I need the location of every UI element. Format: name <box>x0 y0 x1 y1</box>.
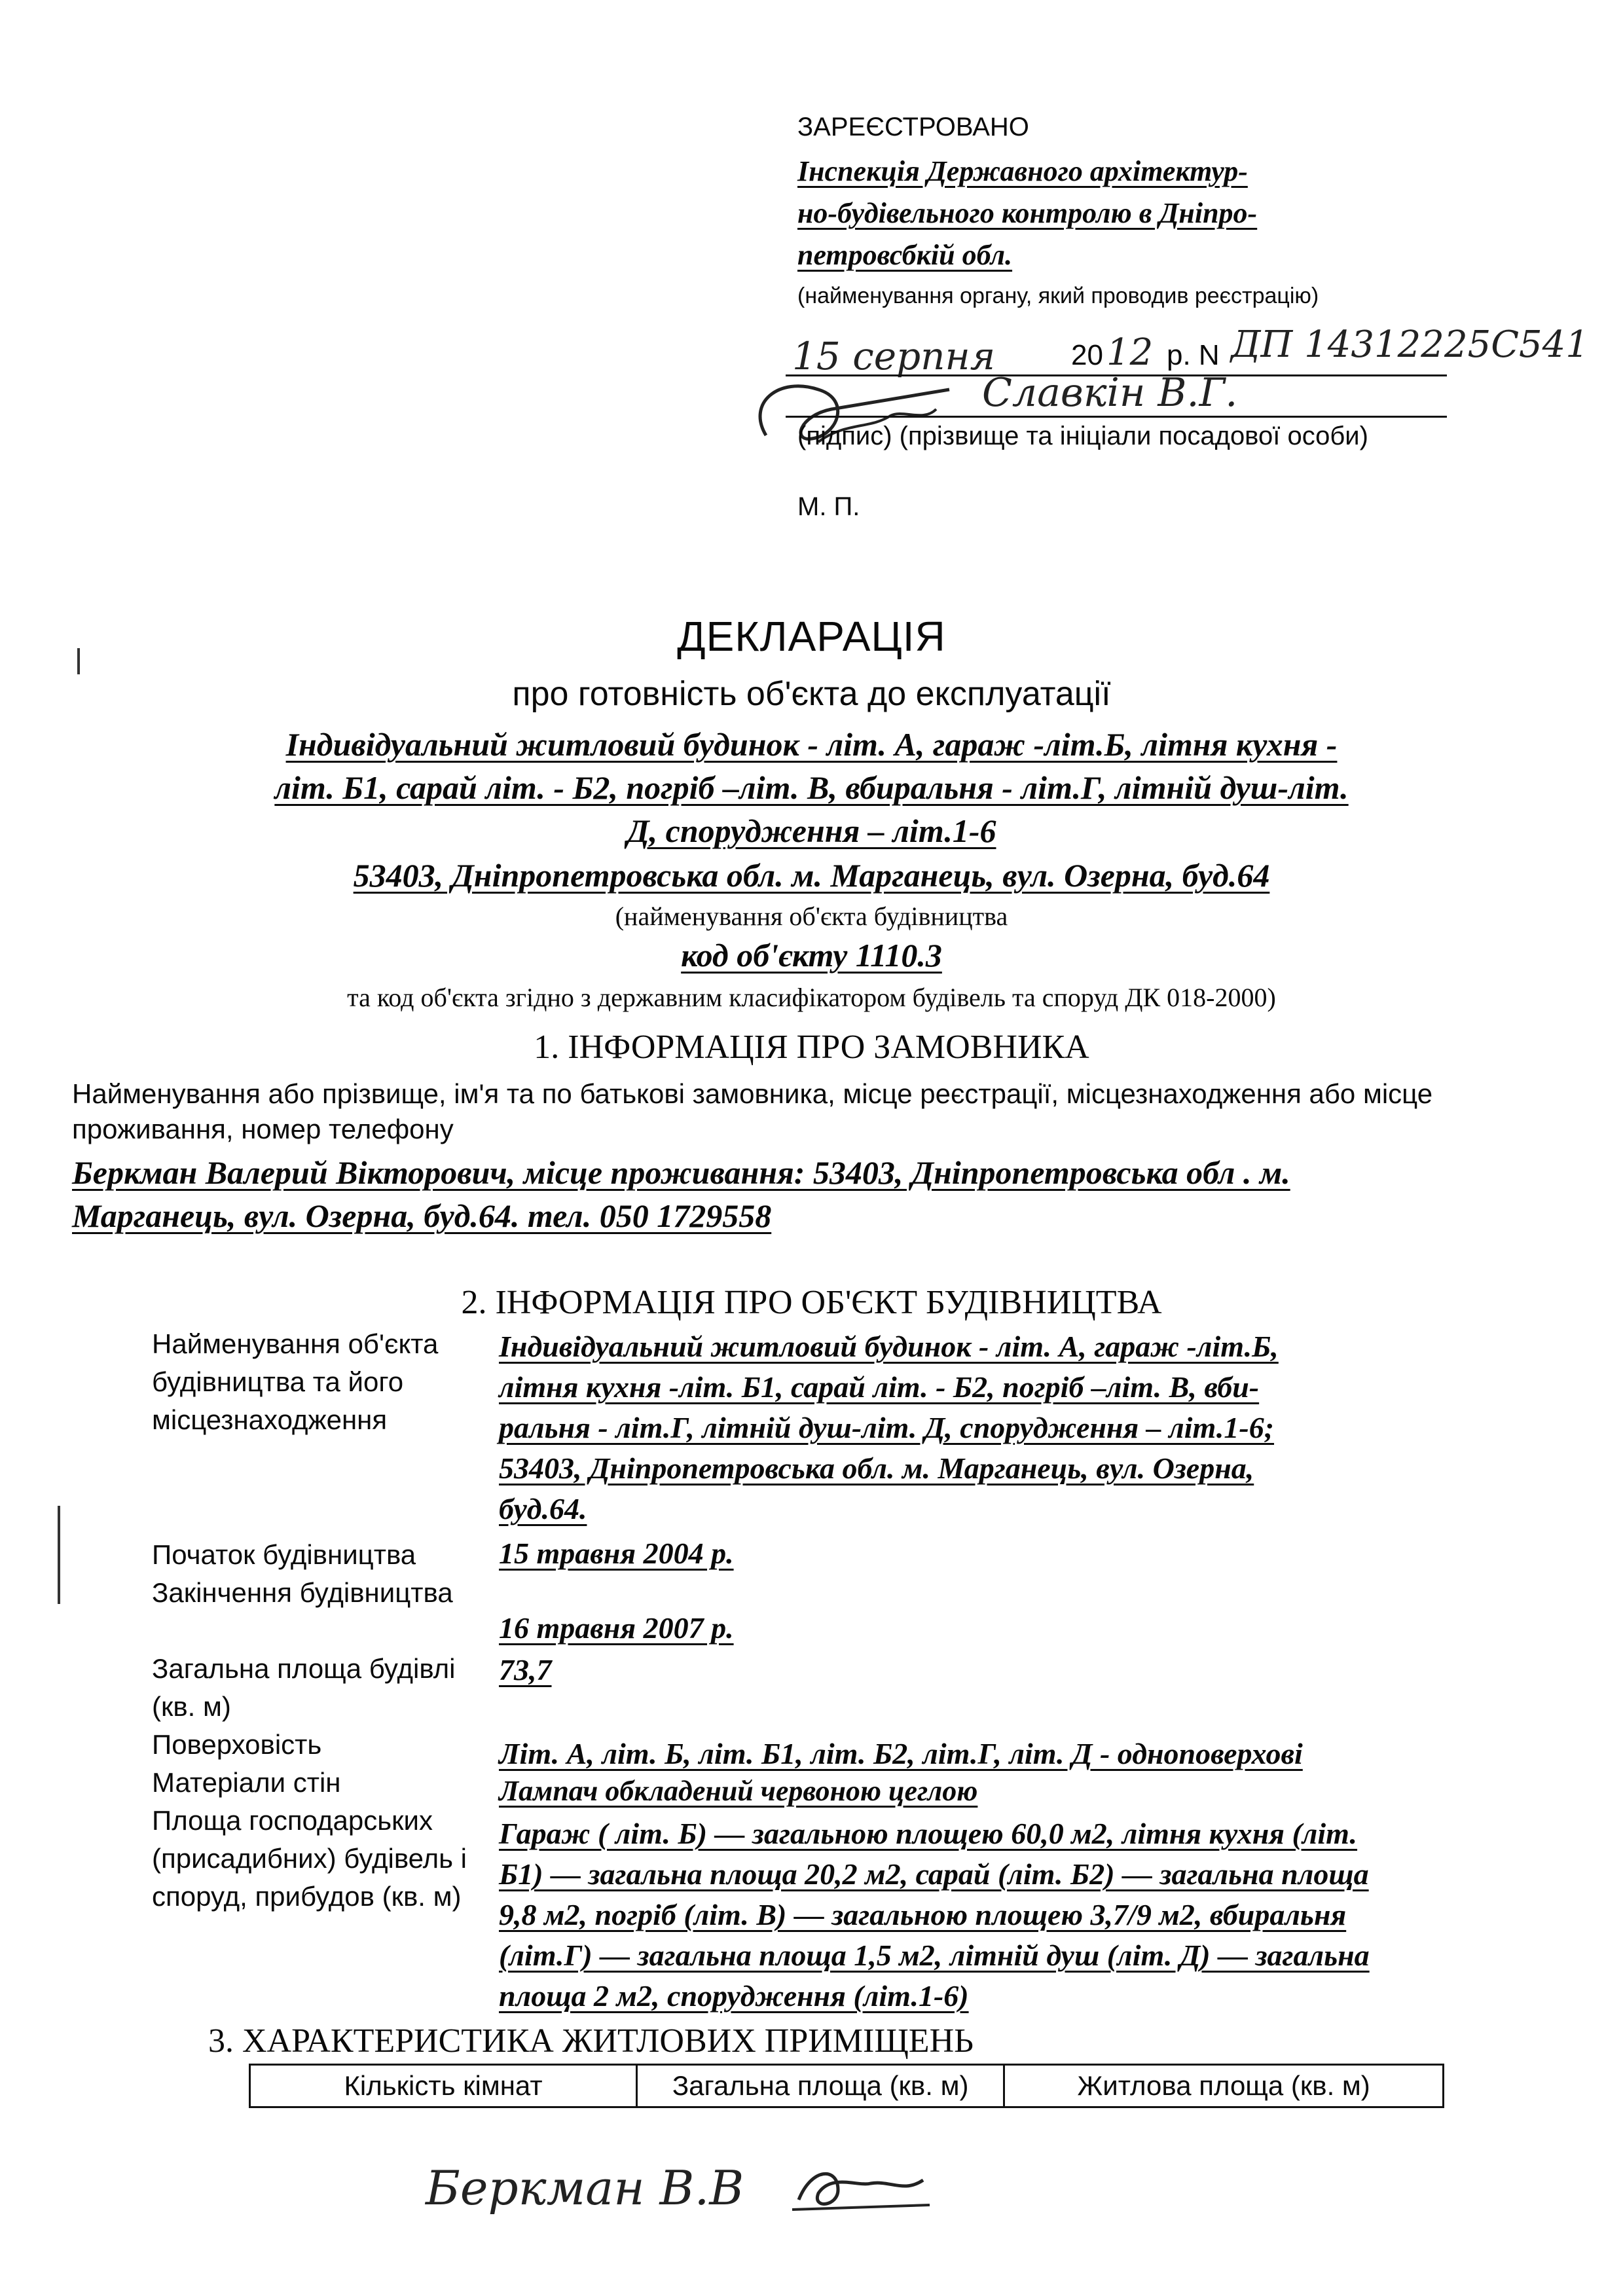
signature-underline <box>786 416 1447 418</box>
value-object-line-5: буд.64. <box>499 1492 587 1525</box>
living-rooms-table-header <box>249 2064 1444 2108</box>
handwritten-reg-number: ДП 14312225С541 <box>1231 323 1589 366</box>
handwritten-customer-name: Беркман В.В <box>426 2160 744 2215</box>
section-1-title: 1. ІНФОРМАЦІЯ ПРО ЗАМОВНИКА <box>534 1029 1089 1066</box>
registration-org-hint: (найменування органу, який проводив реєстрацію) <box>797 283 1319 308</box>
value-outbuildings-line-5: площа 2 м2, спорудження (літ.1-6) <box>499 1979 969 2013</box>
customer-field-description: Найменування або прізвище, ім'я та по батькові замовника, місце реєстрації, місцезнаходження або місце проживання, номер телефону <box>72 1078 1433 1144</box>
date-year-label: 20 <box>1071 339 1103 371</box>
object-name-line-1: Індивідуальний житловий будинок - літ. А, гараж -літ.Б, літня кухня - <box>285 726 1338 763</box>
object-name-line-3: Д, спорудження – літ.1-6 <box>627 812 996 849</box>
value-object-line-1: Індивідуальний житловий будинок - літ. А, гараж -літ.Б, <box>499 1330 1279 1363</box>
registration-org-line-1: Інспекція Державного архітектур- <box>797 155 1248 187</box>
label-walls: Матеріали стін <box>152 1767 341 1798</box>
value-object-line-2: літня кухня -літ. Б1, сарай літ. - Б2, погріб –літ. В, вби- <box>499 1370 1260 1404</box>
stamp-place-label: М. П. <box>797 492 860 521</box>
registration-org-line-3: петровсбкій обл. <box>797 239 1013 271</box>
object-address: 53403, Дніпропетровська обл. м. Марганець, вул. Озерна, буд.64 <box>353 857 1270 894</box>
label-end: Закінчення будівництва <box>152 1577 453 1608</box>
object-name-line-2: літ. Б1, сарай літ. - Б2, погріб –літ. В, вбиральня - літ.Г, літній душ-літ. <box>274 769 1349 806</box>
signature-hint: (підпис) (прізвище та ініціали посадової особи) <box>797 422 1368 450</box>
label-outbuildings: Площа господарських (присадибних) будівель і споруд, прибудов (кв. м) <box>152 1805 467 1912</box>
column-rooms: Кількість кімнат <box>251 2066 638 2106</box>
column-total-area: Загальна площа (кв. м) <box>638 2066 1005 2106</box>
object-hint: (найменування об'єкта будівництва <box>615 902 1008 931</box>
customer-info-line-1: Беркман Валерий Вікторович, місце проживання: 53403, Дніпропетровська обл . м. <box>72 1154 1290 1191</box>
label-floors: Поверховість <box>152 1729 322 1760</box>
handwritten-surname: Славкін В.Г. <box>982 370 1238 416</box>
label-area: Загальна площа будівлі (кв. м) <box>152 1653 456 1722</box>
customer-info-line-2: Марганець, вул. Озерна, буд.64. тел. 050 1729558 <box>72 1197 772 1234</box>
label-object-name: Найменування об'єкта будівництва та його місцезнаходження <box>152 1328 439 1435</box>
section-2-title: 2. ІНФОРМАЦІЯ ПРО ОБ'ЄКТ БУДІВНИЦТВА <box>461 1284 1162 1321</box>
handwritten-date: 15 серпня <box>792 334 996 378</box>
date-year-suffix: р. N <box>1167 339 1220 371</box>
classifier-note: та код об'єкта згідно з державним класифікатором будівель та споруд ДК 018-2000) <box>347 983 1276 1012</box>
document-title: ДЕКЛАРАЦІЯ <box>677 613 946 660</box>
value-outbuildings-line-3: 9,8 м2, погріб (літ. В) — загальною площею 3,7/9 м2, вбиральня <box>499 1898 1347 1931</box>
margin-mark <box>77 648 80 674</box>
margin-mark <box>58 1506 60 1604</box>
value-outbuildings-line-4: (літ.Г) — загальна площа 1,5 м2, літній душ (літ. Д) — загальна <box>499 1939 1370 1972</box>
object-code: код об'єкту 1110.3 <box>681 937 942 974</box>
value-area: 73,7 <box>499 1653 552 1686</box>
value-end: 16 травня 2007 р. <box>499 1611 734 1645</box>
value-outbuildings-line-1: Гараж ( літ. Б) — загальною площею 60,0 м2, літня кухня (літ. <box>499 1817 1358 1850</box>
value-floors: Літ. А, літ. Б, літ. Б1, літ. Б2, літ.Г, літ. Д - одноповерхові <box>499 1737 1303 1770</box>
value-object-line-3: ральня - літ.Г, літній душ-літ. Д, спорудження – літ.1-6; <box>499 1411 1275 1444</box>
column-living-area: Житлова площа (кв. м) <box>1077 2070 1370 2101</box>
value-walls: Лампач обкладений червоною цеглою <box>499 1775 978 1807</box>
label-start: Початок будівництва <box>152 1539 416 1570</box>
customer-signature <box>779 2154 949 2226</box>
section-3-title: 3. ХАРАКТЕРИСТИКА ЖИТЛОВИХ ПРИМІЩЕНЬ <box>208 2022 974 2060</box>
handwritten-year: 12 <box>1106 331 1154 374</box>
registration-org-line-2: но-будівельного контролю в Дніпро- <box>797 197 1258 229</box>
value-object-line-4: 53403, Дніпропетровська обл. м. Марганець, вул. Озерна, <box>499 1451 1254 1485</box>
registration-title: ЗАРЕЄСТРОВАНО <box>797 113 1029 141</box>
document-subtitle: про готовність об'єкта до експлуатації <box>512 675 1111 713</box>
value-outbuildings-line-2: Б1) — загальна площа 20,2 м2, сарай (літ. Б2) — загальна площа <box>499 1857 1369 1891</box>
value-start: 15 травня 2004 р. <box>499 1537 734 1570</box>
